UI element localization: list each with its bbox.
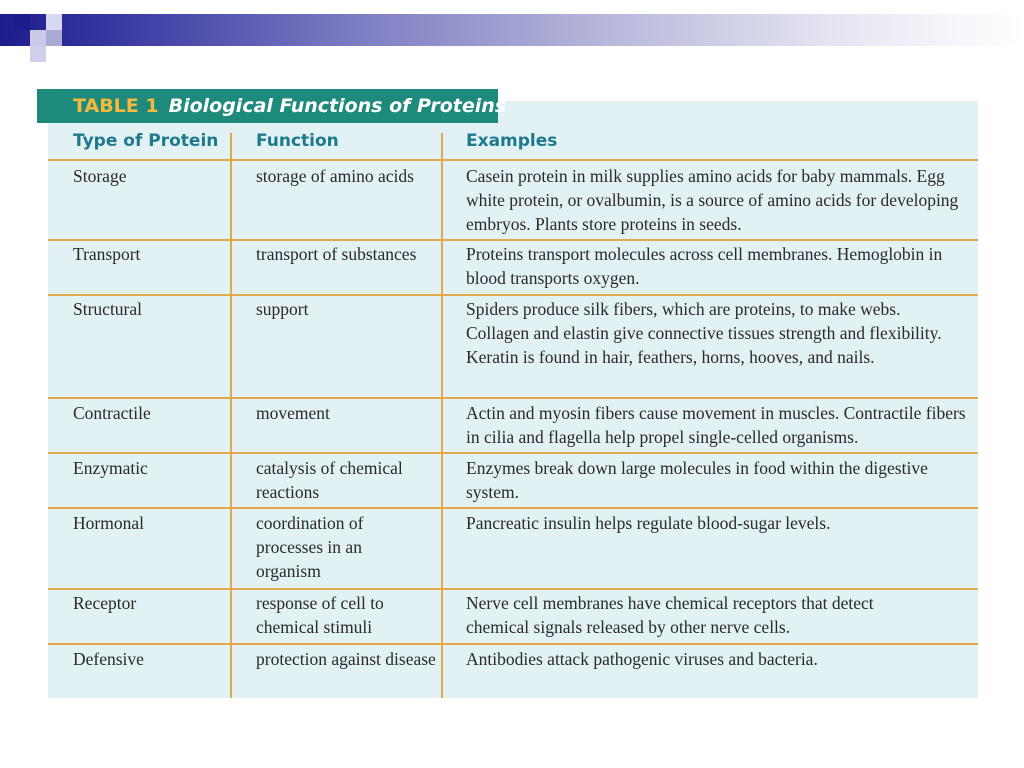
header-decor-square bbox=[30, 30, 46, 46]
row-divider bbox=[48, 397, 978, 399]
table-cell-type: Enzymatic bbox=[73, 458, 148, 478]
header-decor-square bbox=[46, 14, 62, 30]
table-cell-function: movement bbox=[256, 403, 330, 423]
table-cell-type: Receptor bbox=[73, 593, 137, 613]
row-divider bbox=[48, 159, 978, 161]
table-cell-function: storage of amino acids bbox=[256, 166, 414, 186]
table-cell-examples: Spiders produce silk fibers, which are proteins, to make webs. Collagen and elastin give connective tissues strength and flexibility. Keratin is found in hair, feathers, horns, hooves, and nails. bbox=[466, 299, 942, 367]
table-cell-examples: Proteins transport molecules across cell membranes. Hemoglobin in blood transports oxygen. bbox=[466, 244, 943, 288]
table-cell-type: Structural bbox=[73, 299, 143, 319]
table-cell-examples: Casein protein in milk supplies amino acids for baby mammals. Egg white protein, or ovalbumin, is a source of amino acids for developing embryos. Plants store proteins in seeds. bbox=[466, 166, 959, 234]
table-number: TABLE 1 bbox=[73, 95, 159, 117]
table-cell-type: Hormonal bbox=[73, 513, 144, 533]
table-title bbox=[37, 89, 507, 123]
table-cell-type: Contractile bbox=[73, 403, 151, 423]
table-cell-function: transport of substances bbox=[256, 244, 417, 264]
table-cell-examples: Actin and myosin fibers cause movement in muscles. Contractile fibers in cilia and flagella help propel single-celled organisms. bbox=[466, 403, 966, 447]
row-divider bbox=[48, 452, 978, 454]
table-cell-examples: Pancreatic insulin helps regulate blood-sugar levels. bbox=[466, 513, 831, 533]
table-cell-function: support bbox=[256, 299, 309, 319]
row-divider bbox=[48, 588, 978, 590]
table-cell-type: Storage bbox=[73, 166, 127, 186]
header-decor-square bbox=[30, 46, 46, 62]
column-divider bbox=[441, 133, 443, 698]
row-divider bbox=[48, 239, 978, 241]
table-cell-type: Transport bbox=[73, 244, 141, 264]
table-cell-examples: Antibodies attack pathogenic viruses and bacteria. bbox=[466, 649, 818, 669]
table-cell-examples: Enzymes break down large molecules in food within the digestive system. bbox=[466, 458, 928, 502]
table-cell-function: response of cell to chemical stimuli bbox=[256, 593, 384, 637]
slide-header-bar bbox=[0, 14, 1024, 46]
column-header-examples: Examples bbox=[466, 131, 558, 151]
column-divider bbox=[230, 133, 232, 698]
row-divider bbox=[48, 643, 978, 645]
row-divider bbox=[48, 294, 978, 296]
table-cell-function: coordination of processes in an organism bbox=[256, 513, 364, 581]
row-divider bbox=[48, 507, 978, 509]
column-header-type: Type of Protein bbox=[73, 131, 219, 151]
table-cell-function: protection against disease bbox=[256, 649, 436, 669]
header-decor-square bbox=[14, 14, 30, 30]
header-decor-square bbox=[46, 30, 62, 46]
table-title-text: Biological Functions of Proteins bbox=[168, 95, 507, 117]
table-cell-function: catalysis of chemical reactions bbox=[256, 458, 403, 502]
table-cell-examples: Nerve cell membranes have chemical receptors that detect chemical signals released by other nerve cells. bbox=[466, 593, 874, 637]
table-cell-type: Defensive bbox=[73, 649, 144, 669]
column-header-function: Function bbox=[256, 131, 339, 151]
